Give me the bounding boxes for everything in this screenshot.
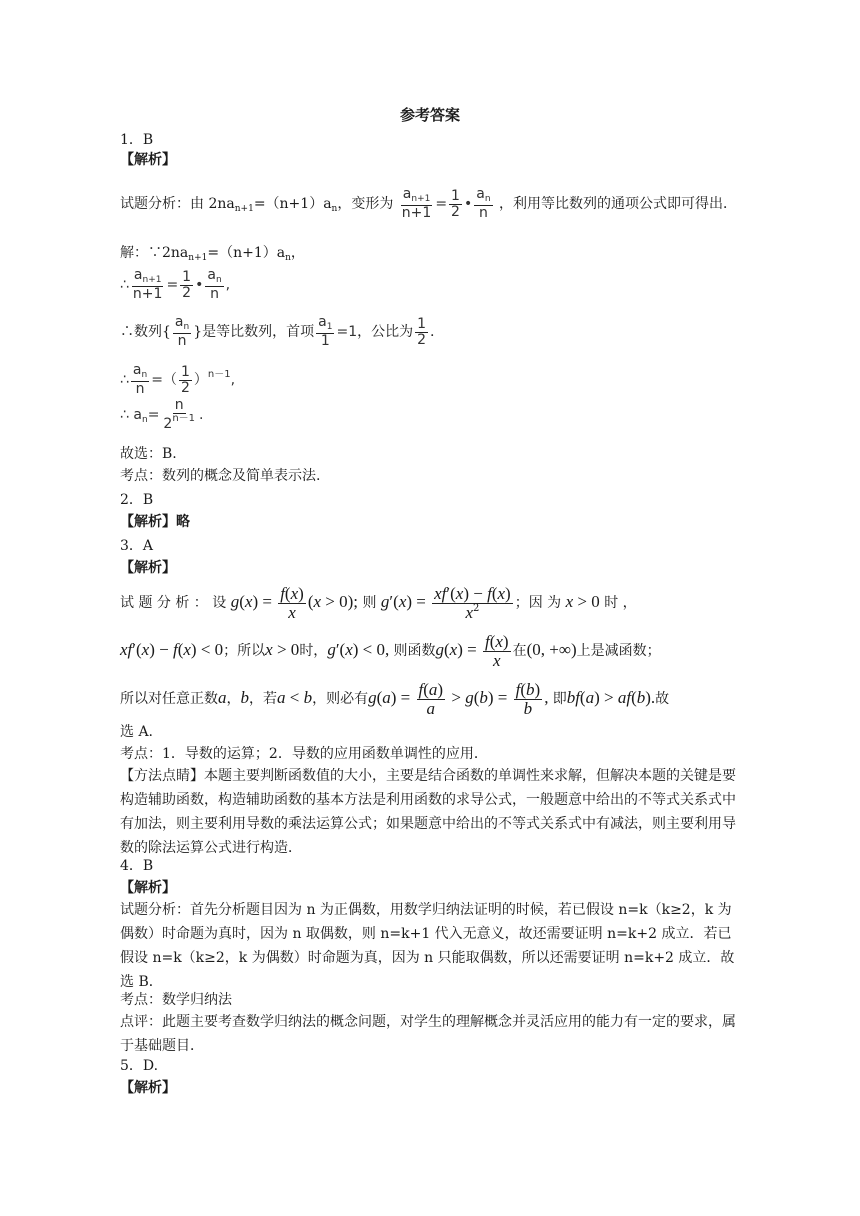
q1-therefore-2: ∴ $\frac{a_n}{n}$ =（ $\frac{1}{2}$ ）$^{n-1}$, (120, 362, 236, 397)
q3-line-1: 试 题 分 析 ： 设 g(x) = $\frac{f(x)}{x}$ (x > 0); 则 g′(x) = $\frac{xf'(x) - f(x)}{x^2}$ ；因 为 x > 0 时 ， (120, 583, 637, 622)
q1-transform-formula: $\frac{a_{n+1}}{n+1}$ = $\frac{1}{2}$ • $\frac{a_n}{n}$ (401, 186, 491, 221)
q4-dianping: 点评：此题主要考查数学归纳法的概念问题，对学生的理解概念并灵活应用的能力有一定的要求，属于基础题目． (120, 1014, 736, 1054)
q2-number: 2．B (120, 492, 154, 508)
q4-number: 4．B (120, 858, 154, 874)
q1-jiexi: 【解析】 (120, 152, 176, 168)
q4-jiexi: 【解析】 (120, 880, 176, 896)
q3-kaodian: 考点：1．导数的运算；2．导数的应用函数单调性的应用． (120, 746, 488, 762)
q1-solution-line: 解：$\because 2na_{n+1}=(n+1)a_n$， (120, 245, 305, 263)
q1-therefore-1: ∴ $\frac{a_{n+1}}{n+1}$ = $\frac{1}{2}$ • $\frac{a_n}{n}$ , (120, 267, 231, 302)
page-title: 参考答案 (399, 106, 460, 124)
q1-number: 1．B (120, 132, 154, 148)
q1-kaodian: 考点：数列的概念及简单表示法. (120, 468, 321, 484)
q2-jiexi: 【解析】略 (120, 514, 190, 530)
q1-choose: 故选：B. (120, 446, 177, 462)
q3-number: 3．A (120, 538, 154, 554)
q1-therefore-3: ∴ $a_n=$ $\frac{n}{2^{n-1}}$ . (120, 397, 204, 432)
q5-jiexi: 【解析】 (120, 1080, 176, 1096)
q5-number: 5．D. (120, 1058, 159, 1074)
q1-geometric-seq: ∴数列{ $\frac{a_n}{n}$ }是等比数列，首项 $\frac{a_1}{1}$ =1，公比为 $\frac{1}{2}$ . (120, 314, 435, 349)
q3-line-4: 选 A. (120, 724, 154, 740)
q3-jiexi: 【解析】 (120, 560, 176, 576)
q3-line-3: 所以对任意正数a，b，若a < b，则必有g(a) = $\frac{f(a)}{a}$ > g(b) = $\frac{f(b)}{b}$ , 即bf(a) > af(b).故 (120, 679, 670, 718)
q3-line-2: xf′(x) − f(x) < 0；所以x > 0时，g′(x) < 0, 则函数g(x) = $\frac{f(x)}{x}$ 在(0, +∞)上是减函数； (120, 631, 661, 670)
q4-analysis: 试题分析：首先分析题目因为 n 为正偶数，用数学归纳法证明的时候，若已假设 n=k（k≥2，k 为偶数）时命题为真时，因为 n 取偶数，则 n=k+1 代入无意义，故还需要证明 n=k+2 成立．若已假设 n=k（k≥2，k 为偶数）时命题为真，因为 n 只能取偶数，所以还需要证明 n=k+2 成立．故选 B． (120, 902, 735, 990)
q4-kaodian: 考点：数学归纳法 (120, 992, 232, 1008)
q3-method: 【方法点睛】本题主要判断函数值的大小，主要是结合函数的单调性来求解，但解决本题的关键是要构造辅助函数，构造辅助函数的基本方法是利用函数的求导公式，一般题意中给出的不等式关系式中有加法，则主要利用导数的乘法运算公式；如果题意中给出的不等式关系式中有减法，则主要利用导数的除法运算公式进行构造． (120, 768, 736, 856)
q1-analysis: 试题分析：由 $2na_{n+1}=(n+1)a_n$，变形为 $\frac{a_{n+1}}{n+1}$ = $\frac{1}{2}$ • $\frac{a_n}{n}$ ，利用等比数列的通项公式即可得出． (120, 186, 737, 221)
